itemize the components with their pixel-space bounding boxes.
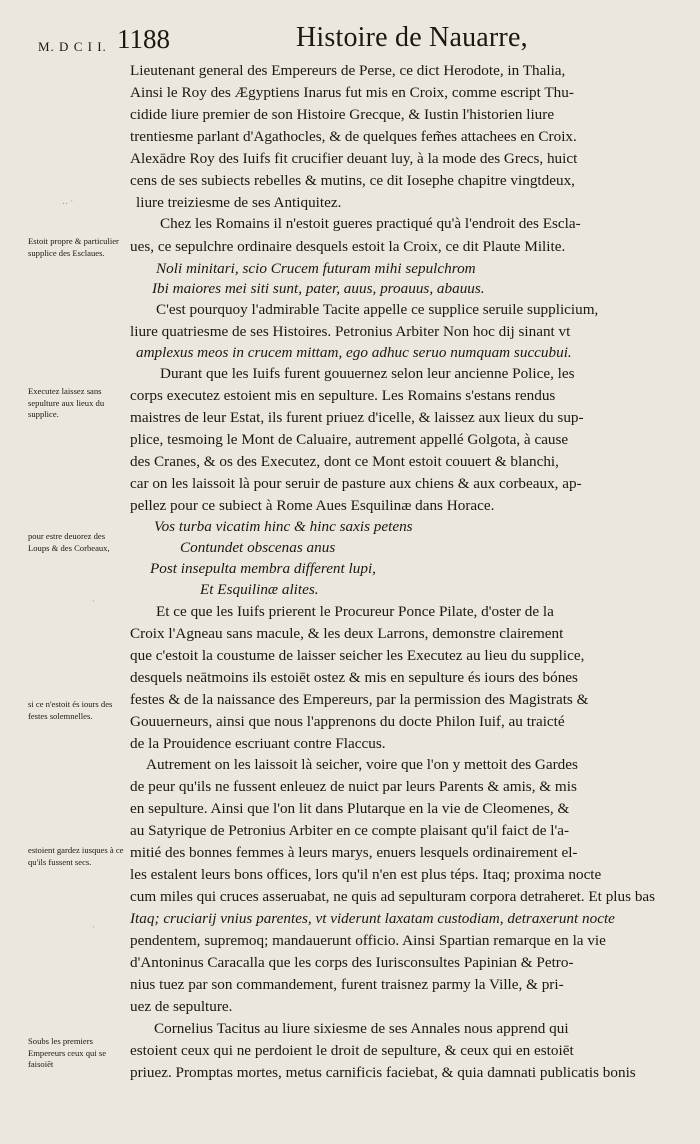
text-line: amplexus meos in crucem mittam, ego adhuc seruo numquam succubui. [136, 344, 572, 361]
margin-note: Soubs les premiers Empereurs ceux qui se faisoiēt [28, 1036, 107, 1069]
text-line: estoient ceux qui ne perdoient le droit de sepulture, & ceux qui en estoiēt [130, 1042, 574, 1059]
text-line: festes & de la naissance des Empereurs, par la permission des Magistrats & [130, 691, 589, 708]
text-line: Vos turba vicatim hinc & hinc saxis petens [154, 518, 413, 535]
year-mark: M. D C I I. [38, 39, 107, 54]
text-line: ues, ce sepulchre ordinaire desquels estoit la Croix, ce dit Plaute Milite. [130, 238, 566, 255]
running-title: Histoire de Nauarre, [296, 22, 528, 53]
text-line: Alexādre Roy des Iuifs fit crucifier deuant luy, à la mode des Grecs, huict [130, 150, 578, 167]
text-line: Itaq; cruciarij vnius parentes, vt viderunt laxatam custodiam, detraxerunt nocte [130, 910, 615, 927]
text-line: cens de ses subiects rebelles & mutins, ce dit Iosephe chapitre vingtdeux, [130, 172, 575, 189]
text-line: corps executez estoient mis en sepulture. Les Romains s'estans rendus [130, 387, 556, 404]
text-line: Cornelius Tacitus au liure sixiesme de ses Annales nous apprend qui [154, 1020, 569, 1037]
text-line: Croix l'Agneau sans macule, & les deux Larrons, demonstre clairement [130, 625, 564, 642]
page-number: 1188 [117, 24, 170, 54]
text-line: des Cranes, & os des Executez, dont ce Mont estoit couuert & blanchi, [130, 453, 559, 470]
text-line: en sepulture. Ainsi que l'on lit dans Plutarque en la vie de Cleomenes, & [130, 800, 570, 817]
text-line: Ibi maiores mei siti sunt, pater, auus, proauus, abauus. [152, 280, 485, 297]
text-line: Gouuerneurs, ainsi que nous l'apprenons du docte Philon Iuif, au traicté [130, 713, 565, 730]
text-line: mitié des bonnes femmes à leurs marys, enuers lesquels ordinairement el- [130, 844, 578, 861]
text-line: Ainsi le Roy des Ægyptiens Inarus fut mis en Croix, comme escript Thu- [130, 84, 574, 101]
text-line: Et ce que les Iuifs prierent le Procureur Ponce Pilate, d'oster de la [156, 603, 554, 620]
text-line: car on les laissoit là pour seruir de pasture aux chiens & aux corbeaux, ap- [130, 475, 582, 492]
text-line: cum miles qui cruces asseruabat, ne quis ad sepulturam corpora detraheret. Et plus bas [130, 888, 656, 905]
text-line: trentiesme parlant d'Agathocles, & de quelques fem̃es attachees en Croix. [130, 128, 577, 145]
text-line: pellez pour ce subiect à Rome Aues Esquilinæ dans Horace. [130, 497, 495, 514]
text-line: plice, tesmoing le Mont de Caluaire, autrement appellé Golgota, à cause [130, 431, 569, 448]
text-line: d'Antoninus Caracalla que les corps des Iurisconsultes Papinian & Petro- [130, 954, 574, 971]
text-line: Contundet obscenas anus [180, 539, 336, 556]
ink-smudge: · [92, 922, 95, 932]
text-line: C'est pourquoy l'admirable Tacite appelle ce supplice seruile supplicium, [156, 301, 599, 318]
margin-note: estoient gardez iusques à ce qu'ils fussent secs. [28, 845, 124, 867]
ink-smudge: · [92, 596, 95, 606]
text-line: Post insepulta membra different lupi, [150, 560, 376, 577]
text-line: Durant que les Iuifs furent gouuernez selon leur ancienne Police, les [160, 365, 575, 382]
text-line: desquels neātmoins ils estoiēt ostez & mis en sepulture és iours des bónes [130, 669, 578, 686]
margin-note: Executez laissez sans sepulture aux lieux du supplice. [28, 386, 105, 419]
text-line: cidide liure premier de son Histoire Grecque, & Iustin l'historien liure [130, 106, 555, 123]
text-line: pendentem, supremoq; mandauerunt officio. Ainsi Spartian remarque en la vie [130, 932, 606, 949]
text-line: Autrement on les laissoit là seicher, voire que l'on y mettoit des Gardes [146, 756, 578, 773]
text-line: Noli minitari, scio Crucem futuram mihi sepulchrom [156, 260, 476, 277]
text-line: nius tuez par son commandement, furent traisnez parmy la Ville, & pri- [130, 976, 564, 993]
text-line: priuez. Promptas mortes, metus carnificis faciebat, & quia damnati publicatis bonis [130, 1064, 636, 1081]
text-line: uez de sepulture. [130, 998, 233, 1015]
ink-smudge: ‥ · [62, 196, 74, 206]
text-line: Chez les Romains il n'estoit gueres practiqué qu'à l'endroit des Escla- [160, 215, 581, 232]
margin-note: Estoit propre & particulier supplice des Esclaues. [28, 236, 119, 258]
text-line: liure quatriesme de ses Histoires. Petronius Arbiter Non hoc dij sinant vt [130, 323, 571, 340]
text-line: Et Esquilinæ alites. [200, 581, 319, 598]
margin-note: si ce n'estoit és iours des festes solemnelles. [28, 699, 113, 721]
text-line: Lieutenant general des Empereurs de Perse, ce dict Herodote, in Thalia, [130, 62, 566, 79]
text-line: que c'estoit la coustume de laisser seicher les Executez au lieu du supplice, [130, 647, 585, 664]
text-line: au Satyrique de Petronius Arbiter en ce compte plaisant qu'il faict de l'a- [130, 822, 570, 839]
text-line: liure treiziesme de ses Antiquitez. [136, 194, 342, 211]
text-line: les estalent leurs bons offices, lors qu'il n'en est plus téps. Itaq; proxima nocte [130, 866, 602, 883]
text-line: maistres de leur Estat, ils furent priuez d'icelle, & laissez aux lieux du sup- [130, 409, 584, 426]
margin-note: pour estre deuorez des Loups & des Corbeaux, [28, 531, 110, 553]
text-line: de la Prouidence escriuant contre Flaccus. [130, 735, 386, 752]
text-line: de peur qu'ils ne fussent enleuez de nuict par leurs Parents & amis, & mis [130, 778, 577, 795]
